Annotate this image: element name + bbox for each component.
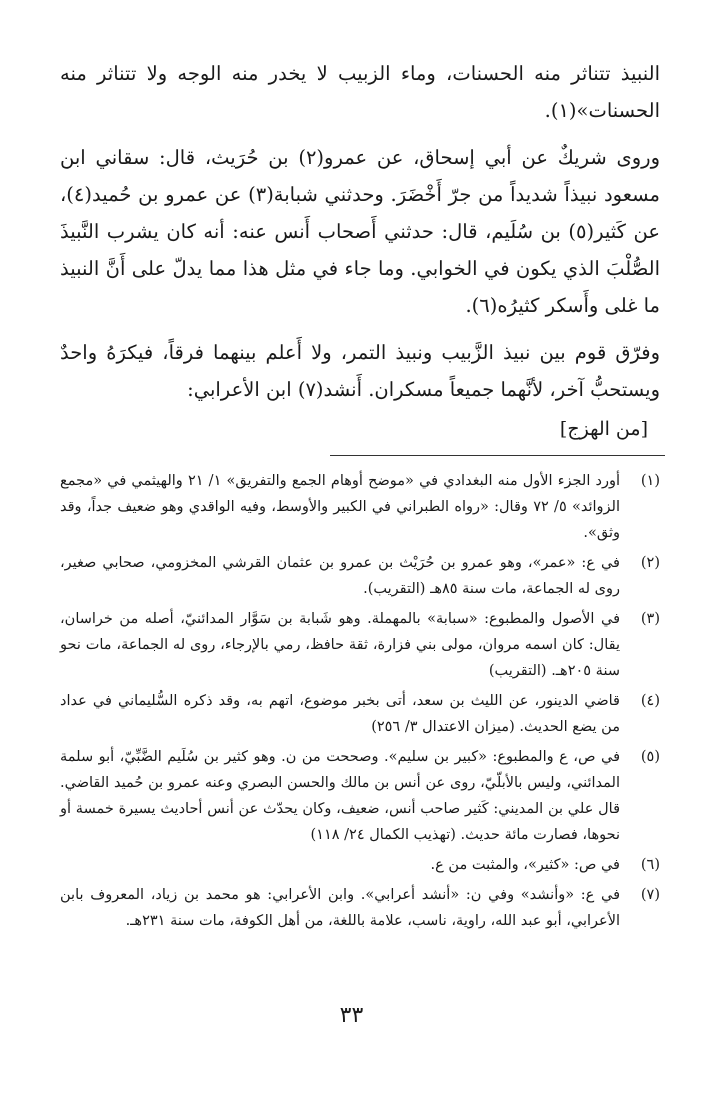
footnote xyxy=(60,550,660,602)
footnote xyxy=(60,852,660,878)
footnote xyxy=(60,744,660,848)
footnote-text: في الأصول والمطبوع: «سبابة» بالمهملة. وهو شَبابة بن سَوَّار المدائنيّ، أصله من خراسان، يقال: كان اسمه مروان، مولى بني فزارة، ثقة حافظ، رمي بالإرجاء، روى له الجماعة، مات نحو سنة ٢٠٥هـ. (التقريب) xyxy=(60,611,620,679)
footnote-text: في ص: «كثير»، والمثبت من ع. xyxy=(430,857,620,873)
footnote xyxy=(60,882,660,934)
footnote-text: في ع: «عمر»، وهو عمرو بن حُرَيْث بن عمرو بن عثمان القرشي المخزومي، صحابي صغير، روى له الجماعة، مات سنة ٨٥هـ (التقريب). xyxy=(60,555,620,597)
footnote xyxy=(60,468,660,546)
body-text xyxy=(60,55,660,408)
footnote-text: في ص، ع والمطبوع: «كبير بن سليم». وصححت من ن. وهو كثير بن سُلَيم الضَّبِّيّ، أبو سلمة المدائني، وليس بالأبلّيّ، روى عن أنس بن مالك والحسن البصري وعنه عمرو بن حُميد القاضي. قال علي بن المديني: كَثير صاحب أنس، ضعيف، وكان يحدّث عن أنس أحاديث يسيرة خمسة أو نحوها، فصارت مائة حديث. (تهذيب الكمال ٢٤/ ١١٨) xyxy=(60,749,620,843)
page-number: ٣٣ xyxy=(339,1003,364,1028)
footnote-number: (٢) xyxy=(640,555,660,571)
paragraph-1: النبيذ تتناثر منه الحسنات، وماء الزبيب لا يخدر منه الوجه ولا تتناثر منه الحسنات»(١). xyxy=(60,62,660,122)
paragraph-2: وروى شريكٌ عن أبي إسحاق، عن عمرو(٢) بن حُرَيث، قال: سقاني ابن مسعود نبيذاً شديداً من جرّ أَخْضَرَ. وحدثني شبابة(٣) عن عمرو بن حُميد(٤)، عن كَثير(٥) بن سُلَيم، قال: حدثني أَصحاب أَنس عنه: أنه كان يشرب النَّبيذَ الصُّلْبَ الذي يكون في الخوابي. وما جاء في مثل هذا مما يدلّ على أَنَّ النبيذ ما غلى وأَسكر كثيرُه(٦). xyxy=(60,146,660,317)
main-text xyxy=(60,55,660,440)
footnote xyxy=(60,688,660,740)
footnote-number: (٥) xyxy=(640,749,660,765)
footnote xyxy=(60,606,660,684)
paragraph-3: وفرّق قوم بين نبيذ الزَّبيب ونبيذ التمر، ولا أَعلم بينهما فرقاً، فيكرَهُ واحدٌ ويستحبُّ آخر، لأنَّهما جميعاً مسكران. أَنشد(٧) ابن الأعرابي: xyxy=(60,341,660,401)
footnote-text: في ع: «وأنشد» وفي ن: «أنشد أعرابي». وابن الأعرابي: هو محمد بن زياد، المعروف بابن الأعرابي، أبو عبد الله، راوية، ناسب، علامة باللغة، من أهل الكوفة، مات سنة ٢٣١هـ. xyxy=(60,887,620,929)
footnote-number: (٧) xyxy=(640,887,660,903)
footnote-number: (٤) xyxy=(640,693,660,709)
footnote-separator xyxy=(330,455,665,456)
footnotes xyxy=(60,468,660,938)
footnote-text: قاضي الدينور، عن الليث بن سعد، أتى بخبر موضوع، اتهم به، وقد ذكره السُّليماني في عداد من يضع الحديث. (ميزان الاعتدال ٣/ ٢٥٦) xyxy=(60,693,620,735)
footnote-number: (٣) xyxy=(640,611,660,627)
poem-meter-label: [من الهزج] xyxy=(559,418,648,440)
footnote-text: أورد الجزء الأول منه البغدادي في «موضح أوهام الجمع والتفريق» ١/ ٢١ والهيثمي في «مجمع الزوائد» ٥/ ٧٢ وقال: «رواه الطبراني في الكبير والأوسط، وفيه الواقدي وهو ضعيف جداً، وقد وثق». xyxy=(60,473,621,541)
footnote-number: (١) xyxy=(640,473,660,489)
footnote-number: (٦) xyxy=(640,857,660,873)
